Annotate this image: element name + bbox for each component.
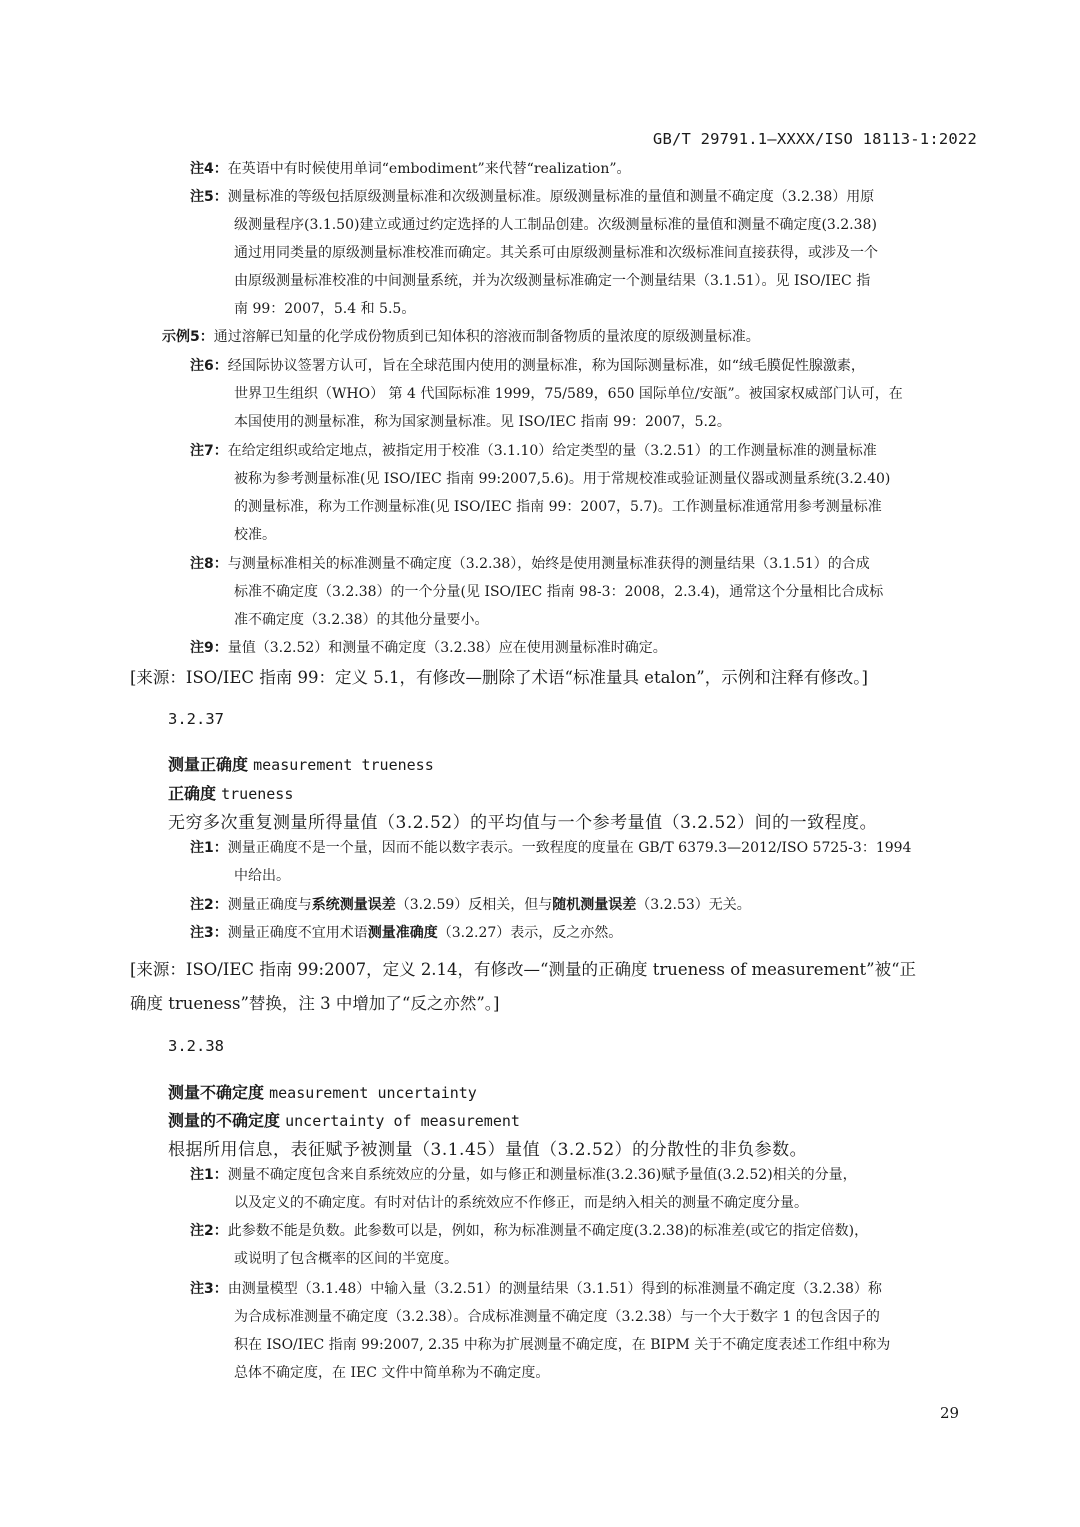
note-text-line: 测量正确度不是一个量，因而不能以数字表示。一致程度的度量在 GB/T 6379.3—2012/ISO 5725-3：1994 xyxy=(227,840,912,856)
term-en: measurement trueness xyxy=(253,756,434,774)
note-text-line: 本国使用的测量标准，称为国家测量标准。见 ISO/IEC 指南 99：2007，5.2。 xyxy=(234,414,731,430)
note-text-line: 或说明了包含概率的区间的半宽度。 xyxy=(234,1251,458,1267)
note-4 xyxy=(190,155,980,183)
source-line: [来源：ISO/IEC 指南 99:2007，定义 2.14，有修改—“测量的正确度 trueness of measurement”被“正 xyxy=(130,960,917,979)
note-text-line: 由测量模型（3.1.48）中输入量（3.2.51）的测量结果（3.1.51）得到的标准测量不确定度（3.2.38）称 xyxy=(227,1281,882,1297)
note-label: 注9： xyxy=(190,640,228,656)
source-line: 确度 trueness”替换，注 3 中增加了“反之亦然”。] xyxy=(130,994,500,1013)
note-label: 注1： xyxy=(190,1167,228,1183)
note-text-line: 在给定组织或给定地点，被指定用于校准（3.1.10）给定类型的量（3.2.51）的工作测量标准的测量标准 xyxy=(227,443,877,459)
clause-237-note-2 xyxy=(190,891,980,919)
note-label: 注6： xyxy=(190,358,228,374)
term-preferred xyxy=(168,1080,477,1103)
note-text-line: 的测量标准，称为工作测量标准(见 ISO/IEC 指南 99：2007，5.7)。工作测量标准通常用参考测量标准 xyxy=(234,499,882,515)
note-label: 注1： xyxy=(190,840,228,856)
term-admitted xyxy=(168,1108,520,1131)
page-number: 29 xyxy=(940,1404,960,1422)
note-text-line: 级测量程序(3.1.50)建立或通过约定选择的人工制品创建。次级测量标准的量值和测量不确定度(3.2.38) xyxy=(234,217,877,233)
term-zh: 正确度 xyxy=(168,784,217,803)
note-text-line: 校准。 xyxy=(234,527,276,543)
note-label: 注8： xyxy=(190,556,228,572)
term-en: uncertainty of measurement xyxy=(285,1112,520,1130)
note-label: 注2： xyxy=(190,1223,228,1239)
example-text: 通过溶解已知量的化学成份物质到已知体积的溶液而制备物质的量浓度的原级测量标准。 xyxy=(213,329,760,345)
note-text-line: 此参数不能是负数。此参数可以是，例如，称为标准测量不确定度(3.2.38)的标准差(或它的指定倍数)， xyxy=(227,1223,869,1239)
note-label: 注7： xyxy=(190,443,228,459)
clause-number: 3.2.37 xyxy=(168,710,224,728)
term-admitted xyxy=(168,781,293,804)
note-text-line: 为合成标准测量不确定度（3.2.38）。合成标准测量不确定度（3.2.38）与一个大于数字 1 的包含因子的 xyxy=(234,1309,880,1325)
note-text-line: 测量不确定度包含来自系统效应的分量，如与修正和测量标准(3.2.36)赋予量值(3.2.52)相关的分量， xyxy=(227,1167,857,1183)
clause-237-note-3 xyxy=(190,919,980,947)
note-text: （3.2.27）表示，反之亦然。 xyxy=(437,925,623,941)
note-text: 测量正确度与 xyxy=(227,897,312,913)
term-zh: 测量的不确定度 xyxy=(168,1111,281,1130)
note-text-line: 被称为参考测量标准(见 ISO/IEC 指南 99:2007,5.6)。用于常规校准或验证测量仪器或测量系统(3.2.40) xyxy=(234,471,891,487)
note-text-line: 中给出。 xyxy=(234,868,290,884)
note-text-line: 积在 ISO/IEC 指南 99:2007, 2.35 中称为扩展测量不确定度，在 BIPM 关于不确定度表述工作组中称为 xyxy=(234,1337,891,1353)
note-bold-term: 系统测量误差 xyxy=(311,897,396,913)
note-label: 注5： xyxy=(190,189,228,205)
note-text-line: 量值（3.2.52）和测量不确定度（3.2.38）应在使用测量标准时确定。 xyxy=(227,640,667,656)
note-text-line: 由原级测量标准校准的中间测量系统，并为次级测量标准确定一个测量结果（3.1.51）。见 ISO/IEC 指 xyxy=(234,273,871,289)
example-label: 示例5： xyxy=(162,329,214,345)
clause-number: 3.2.38 xyxy=(168,1037,224,1055)
note-text-line: 世界卫生组织（WHO） 第 4 代国际标准 1999，75/589，650 国际单位/安瓿”。被国家权威部门认可，在 xyxy=(234,386,903,402)
note-6 xyxy=(190,352,980,436)
note-text-line: 在英语中有时候使用单词“embodiment”来代替“realization”。 xyxy=(227,161,631,177)
term-en: trueness xyxy=(221,785,294,803)
term-definition: 根据所用信息，表征赋予被测量（3.1.45）量值（3.2.52）的分散性的非负参数。 xyxy=(168,1140,808,1160)
note-text-line: 与测量标准相关的标准测量不确定度（3.2.38），始终是使用测量标准获得的测量结果（3.1.51）的合成 xyxy=(227,556,870,572)
example-5 xyxy=(162,323,982,351)
term-zh: 测量不确定度 xyxy=(168,1083,265,1102)
note-text-line: 总体不确定度，在 IEC 文件中简单称为不确定度。 xyxy=(234,1365,550,1381)
clause-238-note-2 xyxy=(190,1217,980,1273)
note-text: 测量正确度不宜用术语 xyxy=(227,925,368,941)
note-text-line: 标准不确定度（3.2.38）的一个分量(见 ISO/IEC 指南 98-3：2008，2.3.4)，通常这个分量相比合成标 xyxy=(234,584,884,600)
term-preferred xyxy=(168,752,434,775)
note-text: （3.2.59）反相关，但与 xyxy=(395,897,553,913)
term-zh: 测量正确度 xyxy=(168,755,249,774)
note-text: （3.2.53）无关。 xyxy=(636,897,751,913)
note-bold-term: 随机测量误差 xyxy=(552,897,637,913)
note-text-line: 经国际协议签署方认可，旨在全球范围内使用的测量标准，称为国际测量标准，如“绒毛膜促性腺激素， xyxy=(227,358,865,374)
note-5 xyxy=(190,183,980,323)
note-text-line: 测量标准的等级包括原级测量标准和次级测量标准。原级测量标准的量值和测量不确定度（3.2.38）用原 xyxy=(227,189,875,205)
note-label: 注4： xyxy=(190,161,228,177)
clause-238-note-3 xyxy=(190,1275,980,1387)
clause-237-note-1 xyxy=(190,834,980,890)
clause-238-note-1 xyxy=(190,1161,980,1217)
note-text-line: 通过用同类量的原级测量标准校准而确定。其关系可由原级测量标准和次级标准间直接获得，或涉及一个 xyxy=(234,245,878,261)
note-text-line: 准不确定度（3.2.38）的其他分量要小。 xyxy=(234,612,489,628)
note-label: 注2： xyxy=(190,897,228,913)
note-9 xyxy=(190,634,980,662)
term-en: measurement uncertainty xyxy=(269,1084,477,1102)
note-label: 注3： xyxy=(190,925,228,941)
note-7 xyxy=(190,437,980,549)
note-label: 注3： xyxy=(190,1281,228,1297)
term-definition: 无穷多次重复测量所得量值（3.2.52）的平均值与一个参考量值（3.2.52）间的一致程度。 xyxy=(168,813,878,833)
note-8 xyxy=(190,550,980,634)
note-text-line: 以及定义的不确定度。有时对估计的系统效应不作修正，而是纳入相关的测量不确定度分量。 xyxy=(234,1195,808,1211)
source-citation xyxy=(130,953,980,1021)
source-citation: [来源：ISO/IEC 指南 99：定义 5.1，有修改—删除了术语“标准量具 etalon”，示例和注释有修改。] xyxy=(130,668,868,687)
note-bold-term: 测量准确度 xyxy=(367,925,438,941)
note-text-line: 南 99：2007，5.4 和 5.5。 xyxy=(234,301,416,317)
document-header: GB/T 29791.1—XXXX/ISO 18113-1:2022 xyxy=(652,130,977,148)
